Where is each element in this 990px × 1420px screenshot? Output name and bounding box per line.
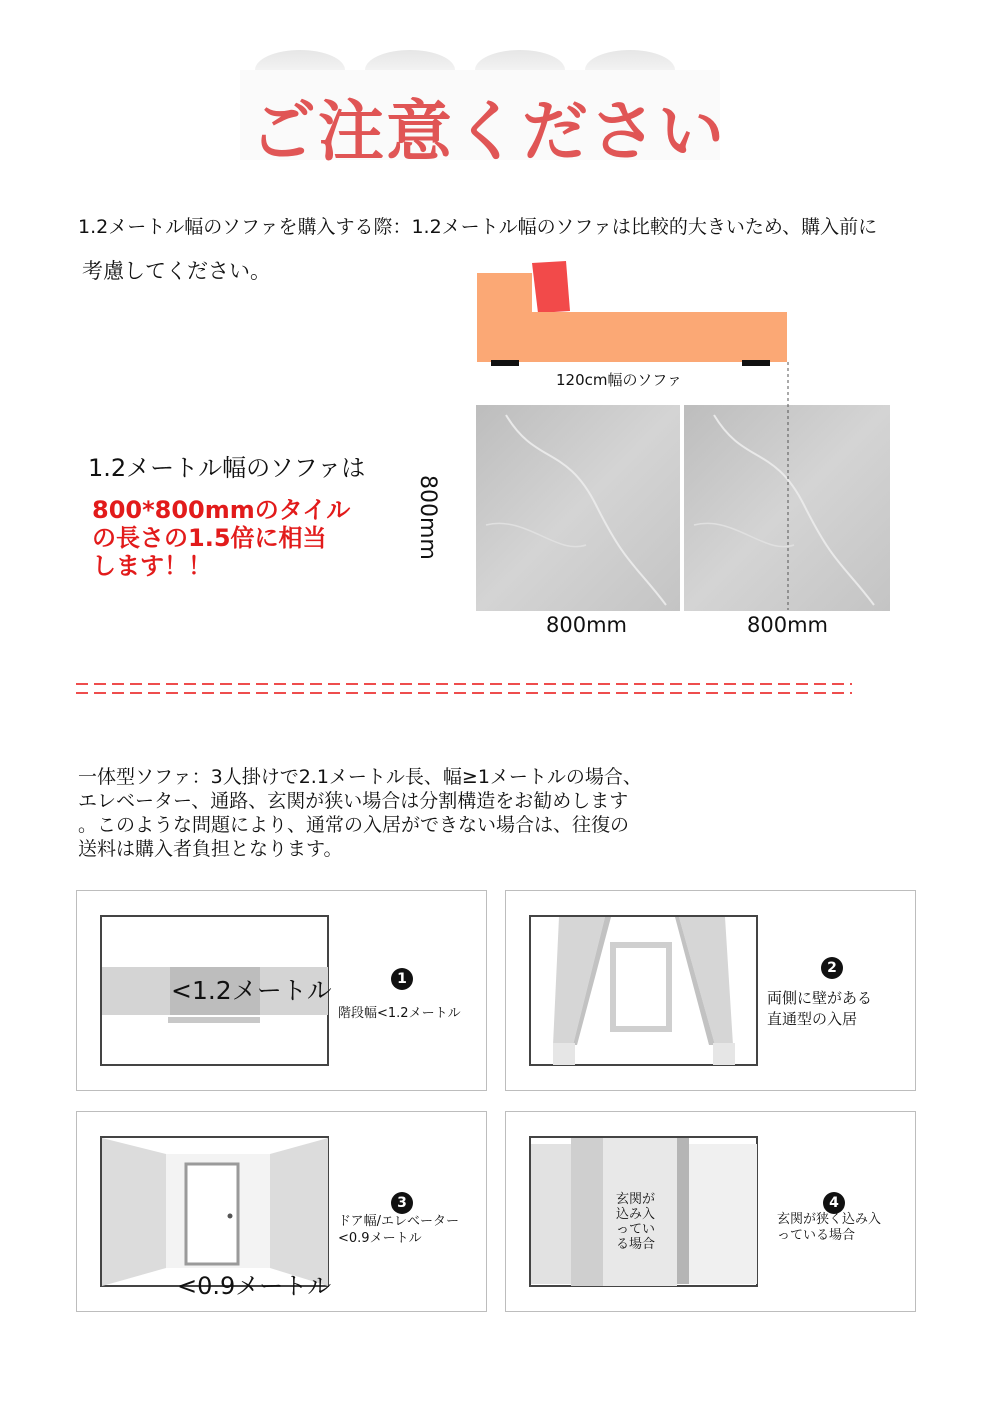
page-title: ご注意ください [250,93,726,170]
section-divider [76,676,866,702]
intro-line-2: 考慮してください。 [82,259,271,283]
comparison-lead: 1.2メートル幅のソファは [88,454,366,482]
caption-line: 玄関が狭く込み入 [777,1212,882,1227]
tile-width-label-1: 800mm [546,613,627,637]
card-number-badge: 2 [821,957,843,979]
highlight-line: の長さの1.5倍に相当 [92,524,327,552]
card-number-badge: 3 [391,1192,413,1214]
card-corridor [505,890,916,1091]
intro-line-1: 1.2メートル幅のソファを購入する際：1.2メートル幅のソファは比較的大きいため、購入前に [78,216,878,238]
door-width-label: <0.9メートル [177,1272,332,1300]
highlight-line: 800*800mmのタイル [92,496,351,524]
notice-line: エレベーター、通路、玄関が狭い場合は分割構造をお勧めします [78,790,629,812]
stair-width-label: <1.2メートル [171,976,332,1005]
caption-line: 両側に壁がある [767,989,873,1007]
card-stair-width [76,890,487,1091]
highlight-line: します！！ [92,552,212,580]
card-number-badge: 4 [823,1192,845,1214]
notice-line: 。このような問題により、通常の入居ができない場合は、往復の [78,814,630,836]
card-door-width [76,1111,487,1312]
inner-line: 込み入 [616,1207,656,1222]
notice-paragraph [78,765,738,861]
notice-line: 一体型ソファ：3人掛けで2.1メートル長、幅≥1メートルの場合、 [78,766,642,788]
caption-line: ドア幅/エレベーター [338,1214,459,1229]
tile-height-label: 800mm [415,475,440,560]
caption-line: <0.9メートル [338,1231,422,1246]
entrance-inner-label [616,1192,655,1252]
inner-line: る場合 [616,1237,656,1252]
comparison-highlight [92,496,350,580]
card-caption [767,988,872,1030]
card-number-badge: 1 [391,968,413,990]
sofa-illustration [470,255,800,370]
card-narrow-entrance [505,1111,916,1312]
inner-line: ってい [616,1222,656,1237]
sofa-width-label: 120cm幅のソファ [556,371,682,389]
notice-line: 送料は購入者負担となります。 [78,838,343,860]
card-caption [338,1213,459,1247]
caption-line: 直通型の入居 [767,1010,858,1028]
corridor-illustration [529,915,759,1067]
card-caption: 階段幅<1.2メートル [338,1006,461,1021]
tile-width-label-2: 800mm [747,613,828,637]
caption-line: っている場合 [777,1228,856,1243]
sofa-end-guide-line [786,362,790,610]
tile-illustration [476,405,890,611]
inner-line: 玄関が [616,1192,656,1207]
card-caption [777,1212,881,1244]
